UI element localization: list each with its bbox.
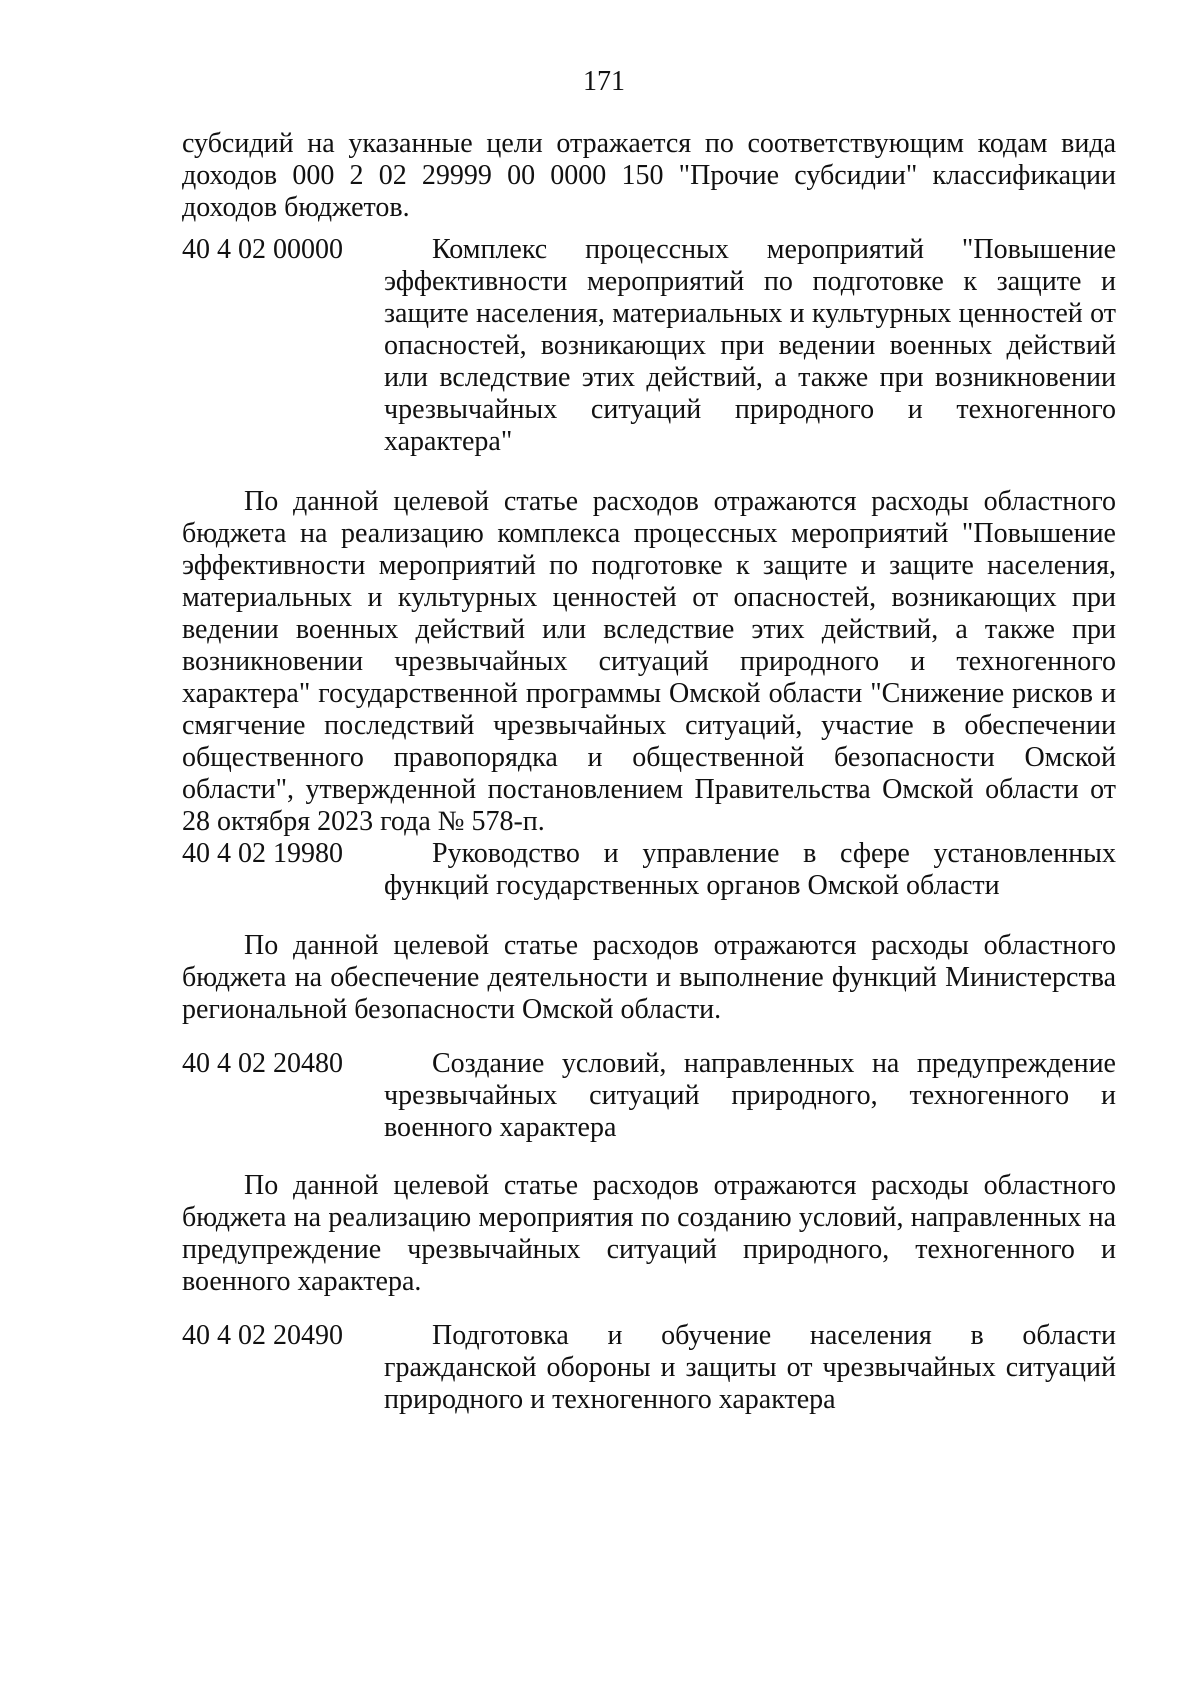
entry-code: 40 4 02 19980 [182,838,343,869]
entry-description: По данной целевой статье расходов отражаются расходы областного бюджета на обеспечение деятельности и выполнение функций Министерства региональной безопасности Омской области. [182,930,1116,1025]
entry-code: 40 4 02 20490 [182,1320,343,1351]
intro-paragraph: субсидий на указанные цели отражается по соответствующим кодам вида доходов 000 2 02 29999 00 0000 150 "Прочие субсидии" классификации доходов бюджетов. [182,128,1116,223]
entry-title: Комплекс процессных мероприятий "Повышение эффективности мероприятий по подготовке к защите и защите населения, материальных и культурных ценностей от опасностей, возникающих при ведении военных действий или вследствие этих действий, а также при возникновении чрезвычайных ситуаций природного и техногенного характера" [384,234,1116,457]
entry-title: Руководство и управление в сфере установленных функций государственных органов Омской области [384,838,1116,901]
entry-description: По данной целевой статье расходов отражаются расходы областного бюджета на реализацию комплекса процессных мероприятий "Повышение эффективности мероприятий по подготовке к защите и защите населения, материальных и культурных ценностей от опасностей, возникающих при ведении военных действий или вследствие этих действий, а также при возникновении чрезвычайных ситуаций природного и техногенного характера" государственной программы Омской области "Снижение рисков и смягчение последствий чрезвычайных ситуаций, участие в обеспечении общественного правопорядка и общественной безопасности Омской области", утвержденной постановлением Правительства Омской области от 28 октября 2023 года № 578-п. [182,486,1116,837]
entry-code: 40 4 02 20480 [182,1048,343,1079]
entry-title: Подготовка и обучение населения в области гражданской обороны и защиты от чрезвычайных ситуаций природного и техногенного характера [384,1320,1116,1415]
entry-description: По данной целевой статье расходов отражаются расходы областного бюджета на реализацию мероприятия по созданию условий, направленных на предупреждение чрезвычайных ситуаций природного, техногенного и военного характера. [182,1170,1116,1297]
entry-code: 40 4 02 00000 [182,234,343,265]
entry-title: Создание условий, направленных на предупреждение чрезвычайных ситуаций природного, техногенного и военного характера [384,1048,1116,1143]
page-number: 171 [583,66,625,97]
